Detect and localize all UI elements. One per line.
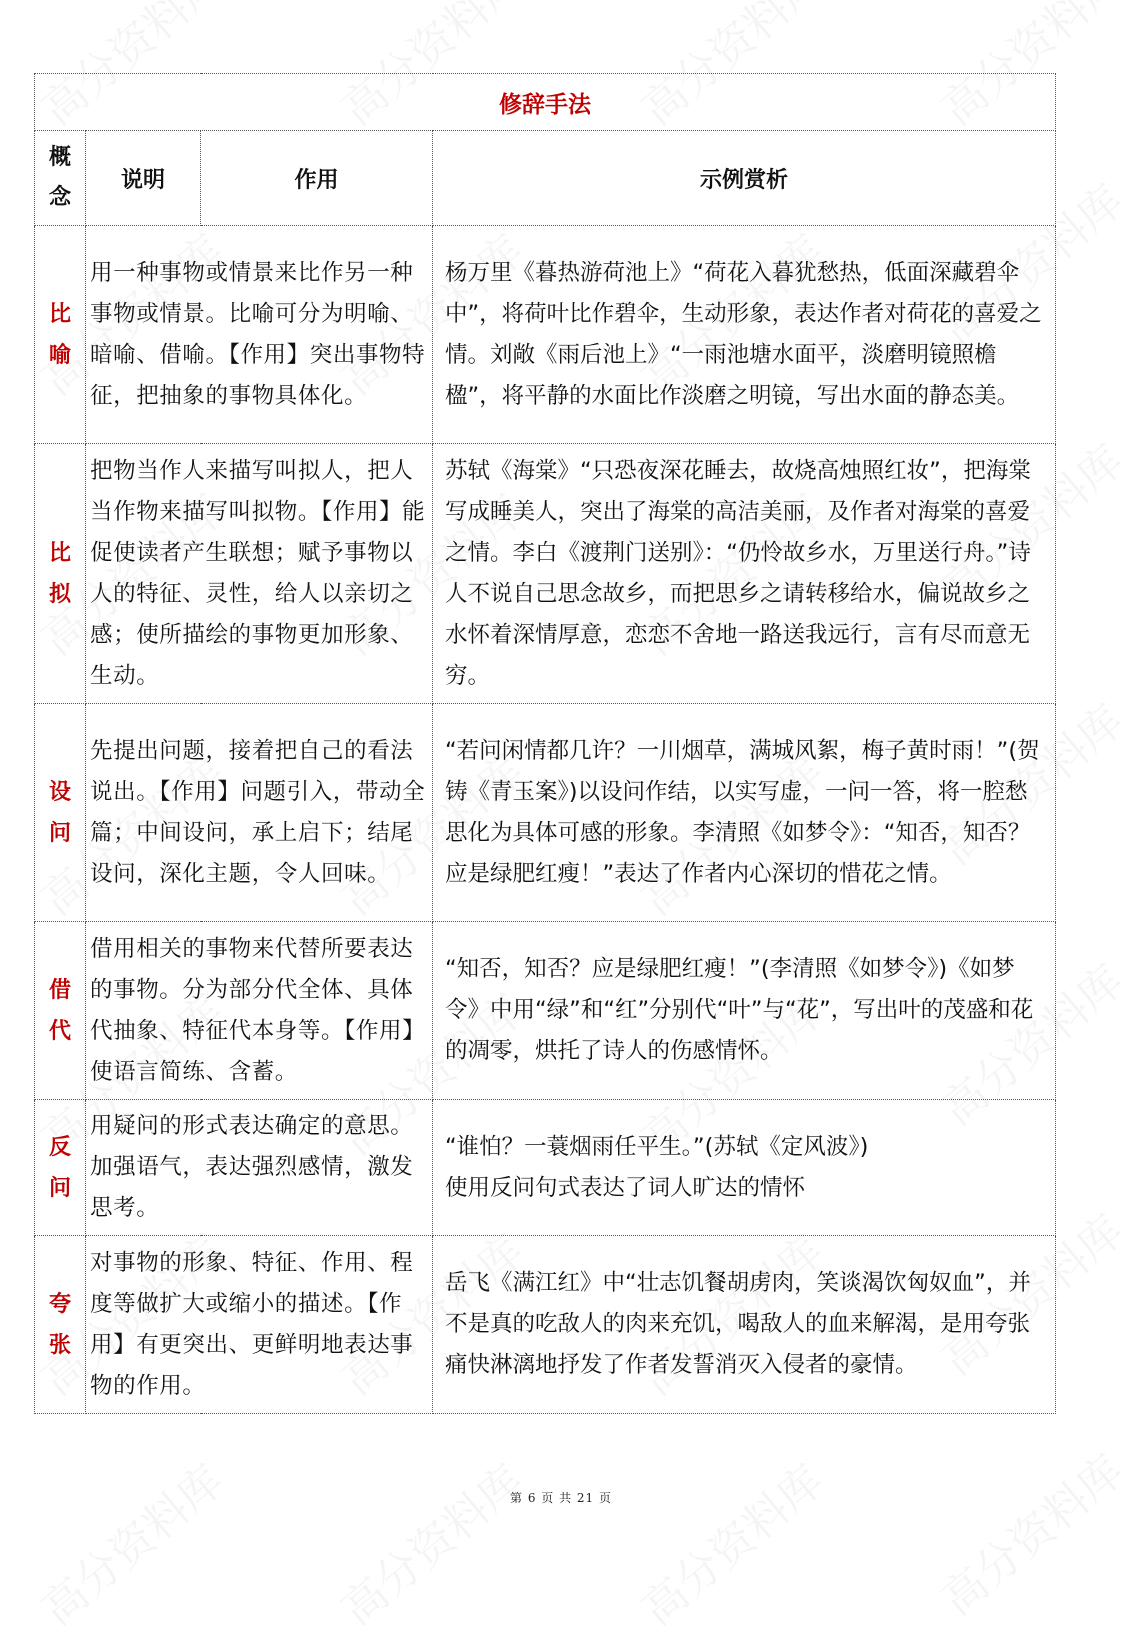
rhetoric-table xyxy=(34,73,1056,1414)
concept-label: 比喻 xyxy=(49,301,72,368)
example-cell: 岳飞《满江红》中“壮志饥餐胡虏肉，笑谈渴饮匈奴血”，并不是真的吃敌人的肉来充饥，喝敌人的血来解渴，是用夸张痛快淋漓地抒发了作者发誓消灭入侵者的豪情。 xyxy=(433,1236,1056,1414)
watermark xyxy=(625,1447,835,1637)
concept-cell xyxy=(35,226,86,444)
explanation-cell: 先提出问题，接着把自己的看法说出。【作用】问题引入，带动全篇；中间设问，承上启下；结尾设问，深化主题，令人回味。 xyxy=(86,704,433,922)
example-cell: 杨万里《暮热游荷池上》“荷花入暮犹愁热，低面深藏碧伞中”，将荷叶比作碧伞，生动形象，表达作者对荷花的喜爱之情。刘敞《雨后池上》“一雨池塘水面平，淡磨明镜照檐楹”，将平静的水面比作淡磨之明镜，写出水面的静态美。 xyxy=(433,226,1056,444)
concept-cell xyxy=(35,704,86,922)
explanation-cell: 用一种事物或情景来比作另一种事物或情景。比喻可分为明喻、暗喻、借喻。【作用】突出事物特征，把抽象的事物具体化。 xyxy=(86,226,433,444)
header-row xyxy=(35,131,1056,226)
header-example: 示例赏析 xyxy=(433,131,1056,226)
concept-label: 反问 xyxy=(49,1134,72,1201)
header-explanation: 说明 xyxy=(86,131,201,226)
table-row xyxy=(35,922,1056,1100)
example-cell: “若问闲情都几许？一川烟草，满城风絮，梅子黄时雨！”(贺铸《青玉案》)以设问作结，以实写虚，一问一答，将一腔愁思化为具体可感的形象。李清照《如梦令》：“知否，知否？应是绿肥红瘦！”表达了作者内心深切的惜花之情。 xyxy=(433,704,1056,922)
concept-label: 比拟 xyxy=(49,540,72,607)
concept-label: 设问 xyxy=(49,779,72,846)
example-cell: 苏轼《海棠》“只恐夜深花睡去，故烧高烛照红妆”，把海棠写成睡美人，突出了海棠的高洁美丽，及作者对海棠的喜爱之情。李白《渡荆门送别》：“仍怜故乡水，万里送行舟。”诗人不说自己思念故乡，而把思乡之请转移给水，偏说故乡之水怀着深情厚意，恋恋不舍地一路送我远行，言有尽而意无穷。 xyxy=(433,444,1056,704)
concept-cell xyxy=(35,444,86,704)
table-row xyxy=(35,1236,1056,1414)
table-row xyxy=(35,1100,1056,1236)
title-row xyxy=(35,74,1056,131)
table-row xyxy=(35,444,1056,704)
explanation-cell: 把物当作人来描写叫拟人，把人当作物来描写叫拟物。【作用】能促使读者产生联想；赋予事物以人的特征、灵性，给人以亲切之感；使所描绘的事物更加形象、生动。 xyxy=(86,444,433,704)
explanation-cell: 用疑问的形式表达确定的意思。加强语气，表达强烈感情，激发思考。 xyxy=(86,1100,433,1236)
example-cell: “知否，知否？应是绿肥红瘦！”(李清照《如梦令》)《如梦令》中用“绿”和“红”分别代“叶”与“花”，写出叶的茂盛和花的凋零，烘托了诗人的伤感情怀。 xyxy=(433,922,1056,1100)
concept-cell xyxy=(35,922,86,1100)
table-title: 修辞手法 xyxy=(35,74,1056,131)
header-concept-label: 概念 xyxy=(49,145,72,210)
table-row xyxy=(35,704,1056,922)
watermark xyxy=(925,1437,1122,1627)
watermark xyxy=(325,1447,535,1637)
example-cell: “谁怕？一蓑烟雨任平生。”(苏轼《定风波》) 使用反问句式表达了词人旷达的情怀 xyxy=(433,1100,1056,1236)
concept-label: 借代 xyxy=(49,977,72,1044)
concept-cell xyxy=(35,1236,86,1414)
table-row xyxy=(35,226,1056,444)
header-function: 作用 xyxy=(201,131,433,226)
page-number: 第 6 页 共 21 页 xyxy=(510,1491,612,1505)
explanation-cell: 借用相关的事物来代替所要表达的事物。分为部分代全体、具体代抽象、特征代本身等。【作用】使语言简练、含蓄。 xyxy=(86,922,433,1100)
concept-cell xyxy=(35,1100,86,1236)
header-concept xyxy=(35,131,86,226)
watermark xyxy=(25,1447,235,1637)
explanation-cell: 对事物的形象、特征、作用、程度等做扩大或缩小的描述。【作用】有更突出、更鲜明地表达事物的作用。 xyxy=(86,1236,433,1414)
concept-label: 夸张 xyxy=(49,1291,72,1358)
